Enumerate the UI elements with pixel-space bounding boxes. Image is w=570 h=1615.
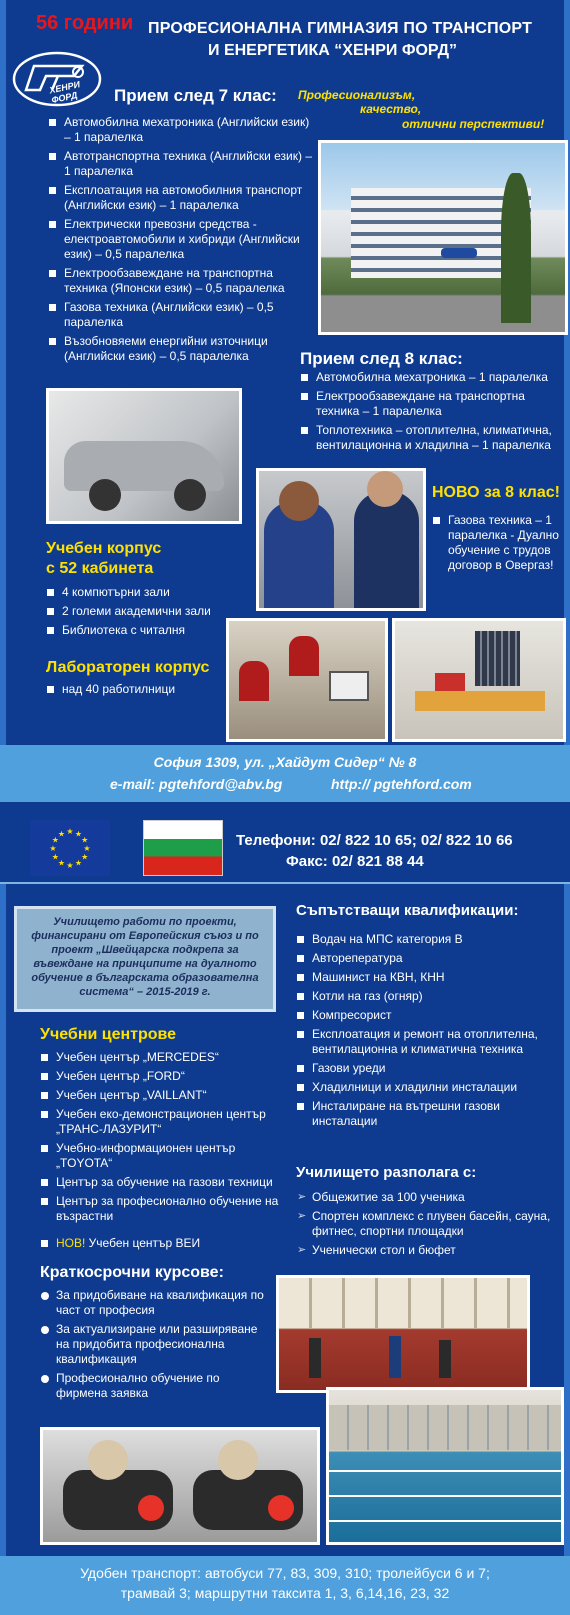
grade8-item: Топлотехника – отоплителна, климатична, вентилационна и хладилна – 1 паралелка — [300, 423, 562, 453]
centers-title: Учебни центрове — [40, 1026, 177, 1043]
qualification-item: Компресорист — [296, 1008, 558, 1023]
address: София 1309, ул. „Хайдут Сидер“ № 8 — [153, 754, 417, 770]
new-prefix: НОВ! — [56, 1236, 86, 1250]
center-item: Учебно-информационен център „TOYOTA“ — [40, 1141, 290, 1171]
qualifications-title: Съпътстващи квалификации: — [296, 902, 519, 919]
lab-building-title: Лабораторен корпус — [46, 659, 210, 676]
eu-star-icon: ★ — [83, 844, 91, 853]
eu-star-icon: ★ — [66, 827, 74, 836]
qualification-item: Газови уреди — [296, 1061, 558, 1076]
grade7-title: Прием след 7 клас: — [114, 86, 277, 105]
slogan-line3: отлични перспективи! — [402, 117, 545, 131]
grade8-title: Прием след 8 клас: — [300, 349, 463, 368]
qualification-item: Експлоатация и ремонт на отоплителна, вентилационна и климатична техника — [296, 1027, 558, 1057]
grade8-list — [300, 370, 562, 457]
eu-star-icon: ★ — [57, 829, 66, 839]
eu-star-icon: ★ — [66, 861, 74, 870]
eu-star-icon: ★ — [81, 852, 89, 862]
eu-star-icon: ★ — [81, 835, 89, 845]
qualification-item: Котли на газ (огняр) — [296, 989, 558, 1004]
qualification-item: Авторепература — [296, 951, 558, 966]
facility-item: ➢ Ученически стол и бюфет — [296, 1243, 558, 1258]
email-link[interactable]: e-mail: pgtehford@abv.bg — [110, 776, 283, 792]
school-building-photo — [318, 140, 568, 335]
study-building-list — [46, 585, 226, 642]
new8-list — [432, 513, 564, 577]
facility-item: ➢ Общежитие за 100 ученика — [296, 1190, 558, 1205]
eu-star-icon: ★ — [51, 835, 59, 845]
transport-line1: Удобен транспорт: автобуси 77, 83, 309, 310; тролейбуси 6 и 7; — [80, 1565, 490, 1581]
center-item: Учебен еко-демонстрационен център „ТРАНС-ЛАЗУРИТ“ — [40, 1107, 290, 1137]
qualification-item: Хладилници и хладилни инсталации — [296, 1080, 558, 1095]
grade7-item: Автомобилна мехатроника (Английски език) – 1 паралелка — [48, 115, 318, 145]
projects-box: Училището работи по проекти, финансирани от Европейския съюз и по проект „Швейцарска подкрепа за въвеждане на принципите на дуалното обучение в българската образователна система“ – 2015-2019 г. — [14, 906, 276, 1012]
grade7-item: Електрически превозни средства - електроавтомобили и хибриди (Английски език) – 0,5 паралелка — [48, 217, 318, 262]
study-building-title-line1: Учебен корпус — [46, 540, 162, 557]
facilities-list — [296, 1190, 558, 1262]
qualification-item: Машинист на КВН, КНН — [296, 970, 558, 985]
years-badge: 56 години — [36, 12, 134, 34]
centers-list — [40, 1050, 290, 1228]
study-building-item: Библиотека с читалня — [46, 623, 226, 638]
center-item: Център за обучение на газови техници — [40, 1175, 290, 1190]
short-course-item: За придобиване на квалификация по част от професия — [40, 1288, 265, 1318]
go-kart-photo — [40, 1427, 320, 1545]
workshop-photo — [256, 468, 426, 611]
short-courses-title: Краткосрочни курсове: — [40, 1264, 224, 1281]
grade7-list — [48, 115, 318, 368]
computer-lab-photo — [226, 618, 388, 742]
facility-item: ➢ Спортен комплекс с плувен басейн, сауна, фитнес, спортни площадки — [296, 1209, 558, 1239]
phones: Телефони: 02/ 822 10 65; 02/ 822 10 66 — [236, 832, 513, 849]
qualification-item: Инсталиране на вътрешни газови инсталации — [296, 1099, 558, 1129]
center-item: Учебен център „FORD“ — [40, 1069, 290, 1084]
school-title-line2: И ЕНЕРГЕТИКА “ХЕНРИ ФОРД” — [208, 42, 457, 59]
short-course-item: Професионално обучение по фирмена заявка — [40, 1371, 265, 1401]
short-course-item: За актуализиране или разширяване на придобита професионална квалификация — [40, 1322, 265, 1367]
grade7-item: Газова техника (Английски език) – 0,5 паралелка — [48, 300, 318, 330]
grade8-item: Електрообзавеждане на транспортна техника – 1 паралелка — [300, 389, 562, 419]
bulgaria-flag-icon — [143, 820, 223, 876]
center-item: Учебен център „MERCEDES“ — [40, 1050, 290, 1065]
short-courses-list — [40, 1288, 265, 1405]
solar-lab-photo — [392, 618, 566, 742]
grade7-item: Автотранспортна техника (Английски език) – 1 паралелка — [48, 149, 318, 179]
lab-building-item: над 40 работилници — [46, 682, 226, 697]
facilities-title: Училището разполага с: — [296, 1164, 477, 1181]
new8-item: Газова техника – 1 паралелка - Дуално обучение с трудов договор в Овергаз! — [432, 513, 564, 573]
eu-star-icon: ★ — [74, 829, 83, 839]
qualification-item: Водач на МПС категория B — [296, 932, 558, 947]
transport-line2: трамвай 3; маршрутни таксита 1, 3, 6,14,16, 23, 32 — [120, 1585, 450, 1601]
study-building-title-line2: с 52 кабинета — [46, 560, 154, 577]
eu-star-icon: ★ — [51, 852, 59, 862]
school-logo — [12, 50, 102, 108]
study-building-item: 4 компютърни зали — [46, 585, 226, 600]
grade7-item: Експлоатация на автомобилния транспорт (Английски език) – 1 паралелка — [48, 183, 318, 213]
car-photo — [46, 388, 242, 524]
study-building-item: 2 големи академични зали — [46, 604, 226, 619]
centers-new-item — [40, 1236, 290, 1255]
new-center-label: Учебен център ВЕИ — [85, 1236, 201, 1250]
eu-flag-icon — [30, 820, 110, 876]
school-title-line1: ПРОФЕСИОНАЛНА ГИМНАЗИЯ ПО ТРАНСПОРТ — [148, 20, 533, 37]
website-link[interactable]: http:// pgtehford.com — [331, 776, 472, 792]
lab-building-list — [46, 682, 226, 701]
center-item: Учебен център „VAILLANT“ — [40, 1088, 290, 1103]
center-item: Център за професионално обучение на възрастни — [40, 1194, 290, 1224]
grade8-item: Автомобилна мехатроника – 1 паралелка — [300, 370, 562, 385]
slogan-line1: Професионализъм, — [298, 88, 416, 102]
eu-star-icon: ★ — [74, 858, 83, 868]
grade7-item: Електрообзавеждане на транспортна техника (Японски език) – 0,5 паралелка — [48, 266, 318, 296]
grade7-item: Възобновяеми енергийни източници (Английски език) – 0,5 паралелка — [48, 334, 318, 364]
gym-photo — [276, 1275, 530, 1393]
logo-text: ХЕНРИ ФОРД — [48, 79, 81, 106]
new8-title: НОВО за 8 клас! — [432, 484, 560, 501]
slogan-line2: качество, — [360, 102, 422, 116]
qualifications-list — [296, 932, 558, 1133]
fax: Факс: 02/ 821 88 44 — [286, 853, 424, 870]
eu-star-icon: ★ — [57, 858, 66, 868]
pool-photo — [326, 1387, 564, 1545]
eu-star-icon: ★ — [49, 844, 57, 853]
